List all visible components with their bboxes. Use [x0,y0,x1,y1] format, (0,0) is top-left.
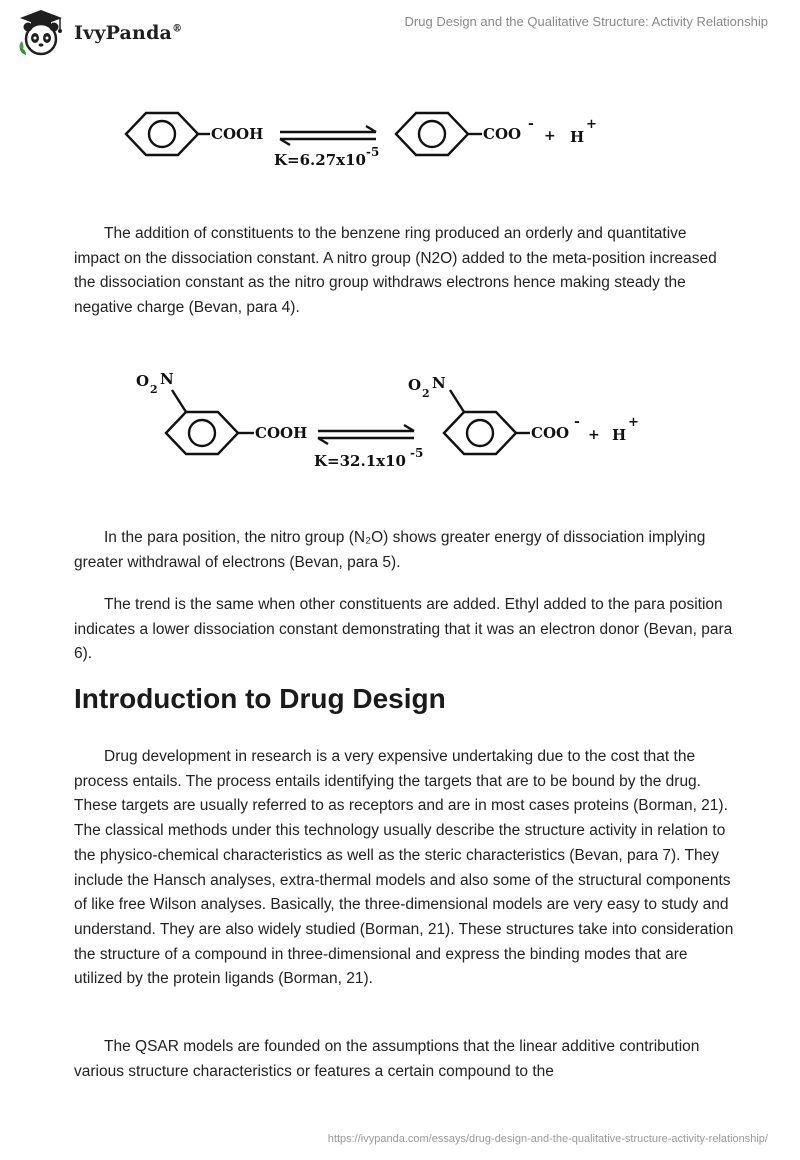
reaction-diagram-benzoic-acid [0,90,800,190]
benzene-ring [444,412,516,454]
nitro-nitrogen-label: N [160,370,174,388]
reaction-diagram-nitrobenzoic-acid [0,360,800,490]
nitro-oxygen-label: O [408,376,422,394]
reactant-label: COOH [211,125,264,143]
paragraph: The addition of constituents to the benzene ring produced an orderly and quantitative impact on the dissociation constant. A nitro group (N2O) added to the meta-position increased the dissociation constant as the nitro group withdraws electrons hence making steady the negative charge (Bevan, para 4). [74,225,717,317]
paragraph: Drug development in research is a very expensive undertaking due to the cost that the process entails. The process entails identifying the targets that are to be bound by the drug. These targets are usually referred to as receptors and are in most cases proteins (Borman, 21). The classical methods under this technology usually describe the structure activity in relation to the physico-chemical characteristics as well as the steric characteristics (Bevan, para 7). They include the Hansch analyses, extra-thermal models and also some of the structural components of like free Wilson analyses. Basically, the three-dimensional models are very easy to study and understand. They are also widely studied (Borman, 21). These structures take into consideration the structure of a compound in three-dimensional and express the binding modes that are utilized by the protein ligands (Borman, 21). [74,748,734,988]
benzene-ring [166,412,238,454]
positive-charge: + [628,415,639,430]
nitro-nitrogen-label: N [432,374,446,392]
reactant-label: COOH [255,424,308,442]
equilibrium-constant-exponent: -5 [366,145,380,159]
nitro-oxygen-label: O [136,372,150,390]
paragraph: The QSAR models are founded on the assumptions that the linear additive contribution various structure characteristics or features a certain compound to the [74,1038,700,1080]
paragraph: In the para position, the nitro group (N₂O) shows greater energy of dissociation implying greater withdrawal of electrons (Bevan, para 5). [74,529,706,571]
benzene-ring [396,113,468,155]
brand-name: IvyPanda® [74,22,183,44]
product-label: COO [483,125,522,143]
equilibrium-constant: K=32.1x10 [314,452,406,470]
panda-mascot-icon [14,8,68,58]
negative-charge: - [528,116,534,132]
section-heading: Introduction to Drug Design [74,683,446,714]
source-url[interactable]: https://ivypanda.com/essays/drug-design-and-the-qualitative-structure-activity-relationship/ [327,1133,768,1145]
positive-charge: + [586,117,597,132]
plus-sign: + [588,427,600,443]
product-label: COO [531,424,570,442]
proton-label: H [570,128,585,146]
document-title: Drug Design and the Qualitative Structure: Activity Relationship [404,14,768,29]
proton-label: H [612,426,627,444]
page-header [0,0,800,60]
benzene-ring [126,113,198,155]
negative-charge: - [574,414,580,430]
plus-sign: + [544,128,556,144]
equilibrium-constant-exponent: -5 [410,446,424,460]
nitro-subscript: 2 [150,383,158,396]
brand-logo[interactable] [14,8,182,58]
equilibrium-constant: K=6.27x10 [274,151,366,169]
nitro-subscript: 2 [422,387,430,400]
paragraph: The trend is the same when other constituents are added. Ethyl added to the para position indicates a lower dissociation constant demonstrating that it was an electron donor (Bevan, para 6). [74,596,733,663]
